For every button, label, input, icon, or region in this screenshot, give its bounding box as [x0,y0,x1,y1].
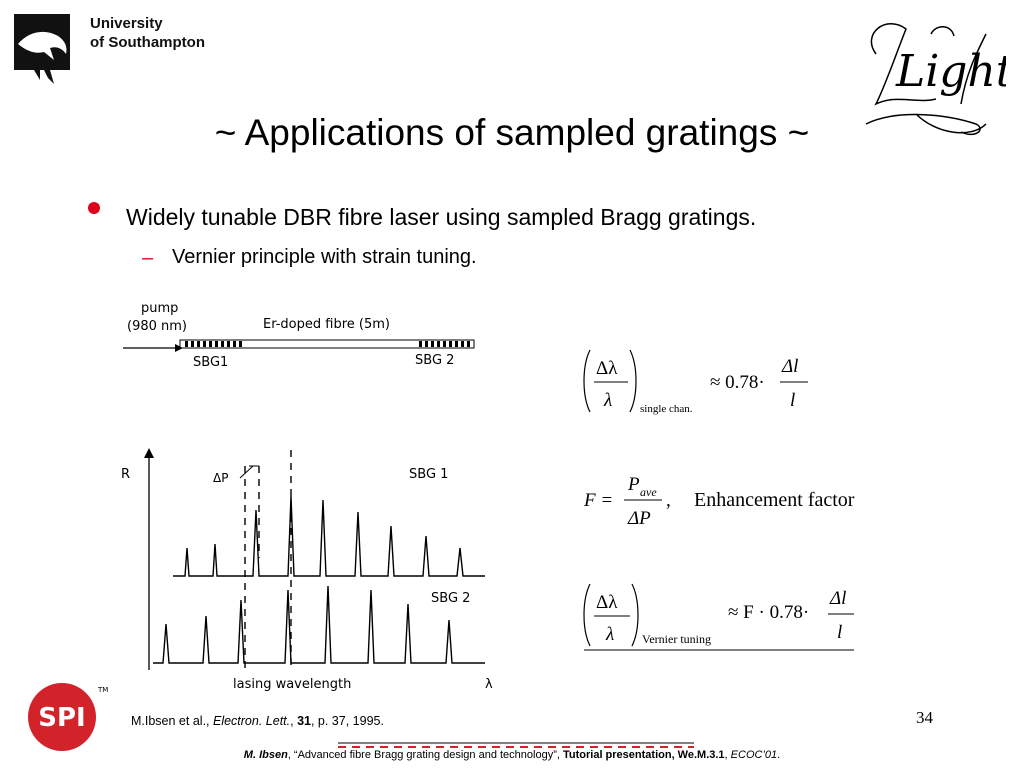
sub-bullet-marker: – [142,247,154,269]
right-paren-icon [632,584,638,646]
eq1-rhs-numerator: Δl [782,356,799,377]
page-number: 34 [916,708,933,727]
lambda-axis-label: λ [485,677,493,692]
bullet-main: Widely tunable DBR fibre laser using sampled Bragg gratings. [126,204,757,230]
fibre-rect [180,340,474,348]
r-axis-label: R [121,467,131,482]
eq1-subscript: single chan. [640,403,693,415]
x-axis-label: lasing wavelength [233,677,352,692]
left-paren-icon [584,350,590,412]
plot-sbg1-label: SBG 1 [409,467,449,482]
delta-p-label: ΔP [213,471,229,485]
eq2-numerator: P [628,474,640,495]
eq2-label: Enhancement factor [694,489,855,511]
footer-presentation: Tutorial presentation, We.M.3.1 [562,749,725,761]
laser-figure [113,298,513,694]
citation-sep: , [290,714,298,728]
citation-volume: 31 [297,714,311,728]
bullet-dot-icon [88,202,100,214]
delta-p-pointer [240,466,253,478]
right-paren-icon [630,350,636,412]
university-logo [14,14,214,86]
university-name-line2: of Southampton [90,34,205,51]
slide-title: ~ Applications of sampled gratings ~ [214,112,810,153]
citation [131,714,384,728]
pump-label-2: (980 nm) [127,319,187,334]
equation-enhancement-factor [582,470,892,530]
eq3-denominator: λ [606,624,615,645]
eq3-rhs-numerator: Δl [830,588,847,609]
eq1-rhs-denominator: l [790,390,796,411]
sbg1-label: SBG1 [193,355,229,370]
footer-author: M. Ibsen [243,749,288,761]
svg-text:,: , [666,490,671,511]
citation-rest: , p. 37, 1995. [310,714,384,728]
eq2-denominator: ΔP [628,508,651,529]
spi-logo [24,680,114,754]
eq3-rhs-denominator: l [837,622,843,643]
bullet-sub: Vernier principle with strain tuning. [172,246,477,268]
equation-vernier-tuning [582,580,862,654]
r-axis-arrow-icon [144,448,154,458]
citation-authors: M.Ibsen et al., [131,714,213,728]
left-paren-icon [584,584,590,646]
university-name-line1: University [90,15,163,32]
eq3-numerator: Δλ [596,592,618,613]
spi-logo-tm: TM [98,686,109,694]
footer-sep: , [724,749,731,761]
footer-end: . [777,749,781,761]
fibre-label: Er-doped fibre (5m) [263,317,390,332]
footer-title: , “Advanced fibre Bragg grating design and technology”, [287,749,563,761]
eq2-numerator-sub: ave [640,485,657,499]
footer-conference: ECOC’01 [730,749,778,761]
spi-logo-text: SPI [38,703,86,733]
plot-sbg2-label: SBG 2 [431,591,471,606]
dolphin-crest-icon [14,14,80,86]
sbg2-grating [419,341,470,347]
citation-journal: Electron. Lett. [212,714,291,728]
pump-label-1: pump [141,301,179,316]
sbg1-spectrum-trace [173,496,485,576]
sbg2-label: SBG 2 [415,353,455,368]
footer [0,749,1024,761]
eq3-subscript: Vernier tuning [642,632,711,646]
decorative-divider [338,736,694,744]
eq1-numerator: Δλ [596,358,618,379]
eq1-denominator: λ [604,390,613,411]
eq2-lhs: F = [584,490,614,511]
light-logo-text: Light [896,46,1006,97]
eq1-approx: ≈ 0.78· [710,372,765,393]
sbg1-grating [185,341,242,347]
equation-single-channel [582,346,822,416]
eq3-approx: ≈ F · 0.78· [728,602,810,623]
